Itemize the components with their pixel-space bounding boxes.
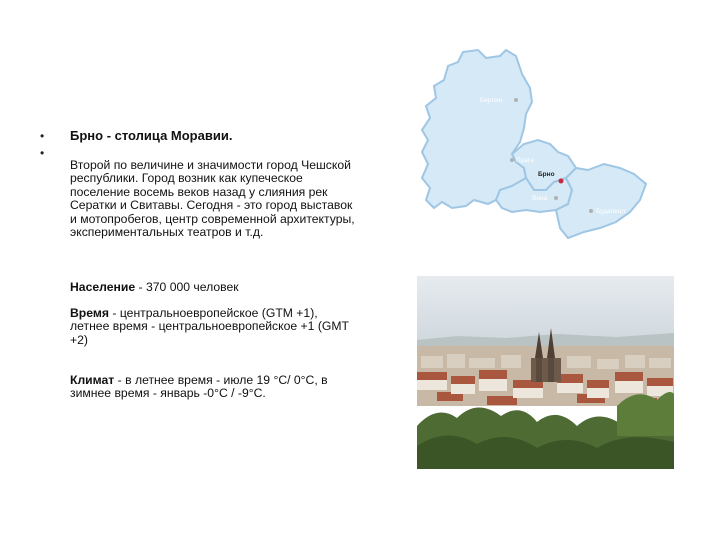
climate-label: Климат [70, 373, 115, 387]
map-country-hungary [556, 164, 646, 238]
wien-marker [554, 196, 558, 200]
brno-city-photo [417, 276, 674, 469]
map-label-wien: Вена [532, 195, 548, 202]
region-map [408, 44, 678, 254]
bullet-2: • [40, 146, 45, 160]
climate-line [70, 374, 355, 401]
map-label-budapest: Будапешт [596, 208, 626, 215]
population-line [70, 281, 355, 294]
map-label-berlin: Берлин [480, 97, 503, 104]
map-label-brno: Брно [538, 171, 555, 178]
description-text: Второй по величине и значимости город Чешской республики. Город возник как купеческое поселение восемь веков назад у слияния рек Сератки и Свитавы. Сегодня - это город выставок и мотопробегов, центр современной архитектуры, экспериментальных театров и т.д. [70, 158, 355, 240]
berlin-marker [514, 98, 518, 102]
map-label-praha: Прага [516, 157, 534, 164]
climate-value: - в летнее время - июле 19 °C/ 0°С, в зимнее время - январь -0°С / -9°С. [70, 373, 328, 401]
budapest-marker [589, 209, 593, 213]
bullet-1: • [40, 129, 45, 143]
population-label: Население [70, 280, 136, 294]
population-value: - 370 000 человек [135, 280, 239, 294]
time-line [70, 307, 355, 347]
page-heading: Брно - столица Моравии. [70, 128, 233, 143]
time-label: Время [70, 306, 109, 320]
time-value: - центральноевропейское (GTM +1), летнее время - центральноевропейское +1 (GMT +2) [70, 306, 349, 347]
praha-marker [510, 158, 514, 162]
brno-marker [559, 179, 564, 184]
city-photo-illustration [417, 276, 674, 469]
